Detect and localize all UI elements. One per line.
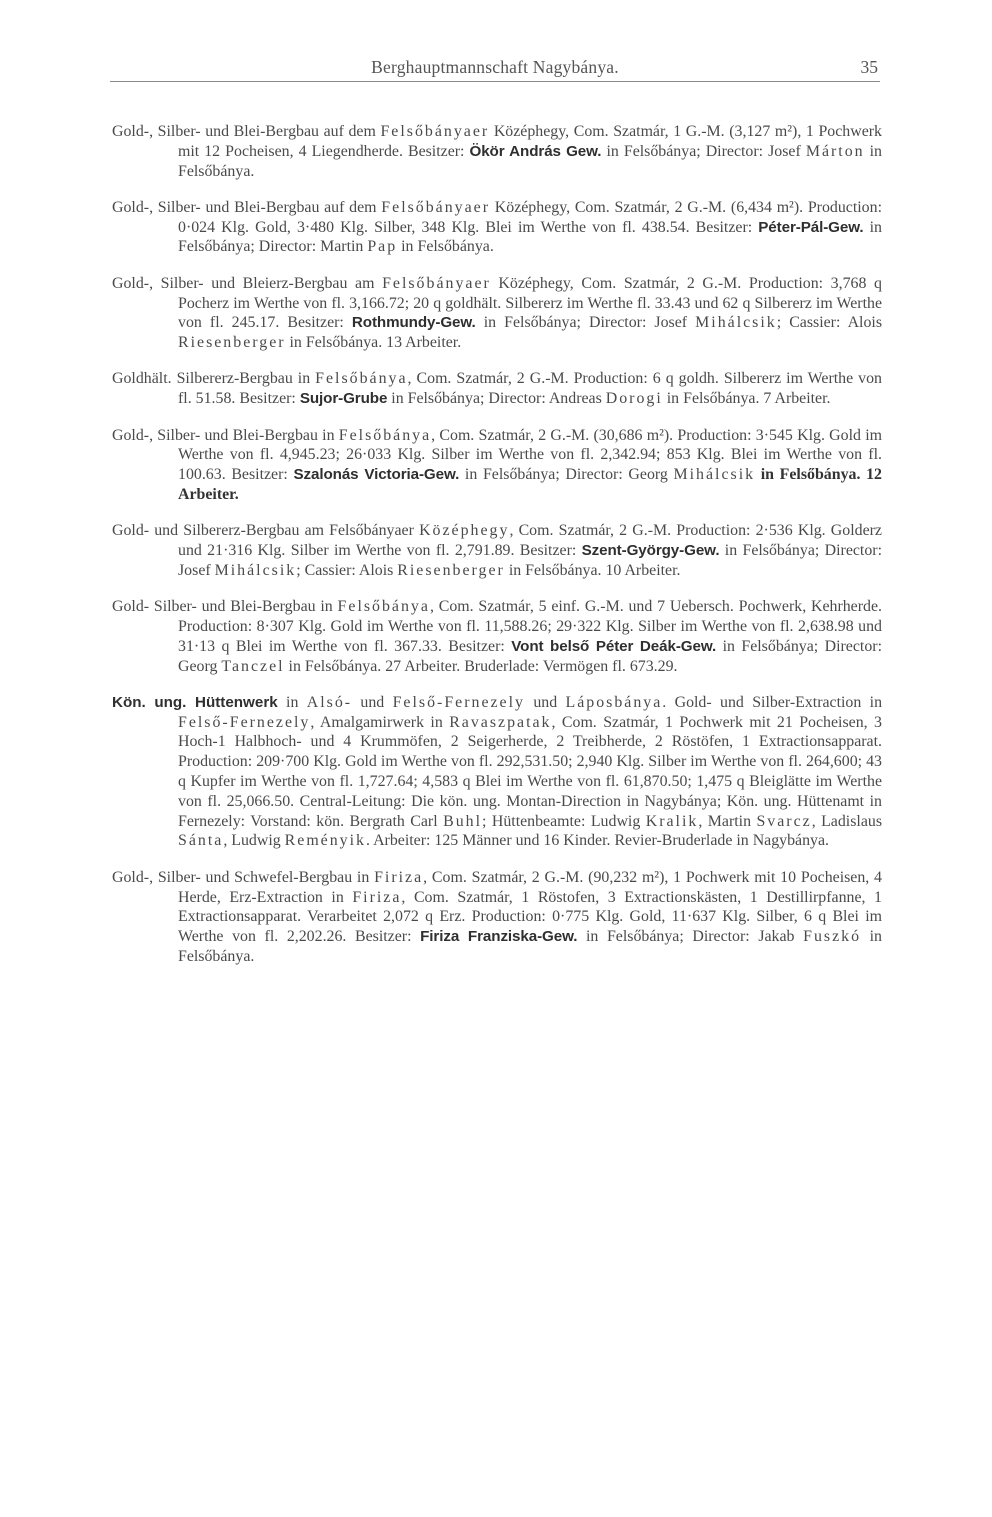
entry-text: ; Cassier: Alois	[296, 561, 398, 579]
running-header	[110, 57, 880, 82]
entry-place: Felsőbánya	[337, 598, 430, 616]
entry-peter-pal	[112, 198, 882, 257]
entry-lead: Gold-, Silber- und Bleierz-Bergbau am	[112, 274, 383, 292]
entry-director: Mihálcsik	[673, 466, 756, 484]
entry-firiza-franziska	[112, 868, 882, 967]
entry-text: . Gold- und Silber-Extraction in	[662, 693, 883, 711]
entry-vont-belso	[112, 597, 882, 676]
entry-place: Felsőbányaer	[382, 274, 491, 292]
entry-lead: Gold- und Silbererz-Bergbau am Felsőbányaer	[112, 522, 420, 540]
entry-person: Svarcz	[756, 812, 812, 830]
entry-text: , Com. Szatmár, 2 G.-M. (90,232 m²), 1 Pochwerk mit 10 Pocheisen, 4 Herde, Erz-Extraction in	[178, 868, 882, 906]
entry-text: in Felsőbánya.	[178, 928, 882, 965]
entry-sujor-grube	[112, 369, 882, 409]
entry-place: Firiza	[374, 868, 424, 886]
entry-owner: Rothmundy-Gew.	[351, 314, 476, 332]
entry-place: Felső-Fernezely	[392, 693, 525, 711]
entry-place: Felsőbányaer	[381, 198, 491, 216]
entry-person: Reményik	[284, 832, 366, 850]
entry-text: , Ladislaus	[811, 812, 883, 830]
entry-director: Pap	[367, 238, 398, 256]
entry-lead: Gold-, Silber- und Blei-Bergbau in	[112, 426, 339, 444]
entry-text: , Com. Szatmár, 2 G.-M. (30,686 m²). Production: 3·545 Klg. Gold im Werthe von fl. 4,945.23; 26·033 Klg. Silber im Werthe von fl. 2,342.94; 853 Klg. Blei im Werthe von fl. 100.63. Besitzer:	[178, 426, 882, 484]
entry-owner: Szent-György-Gew.	[581, 542, 720, 560]
entry-text: , Com. Szatmár, 1 Pochwerk mit 21 Pocheisen, 3 Hoch-1 Halbhoch- und 4 Krummöfen, 2 Seigerherde, 2 Treibherde, 2 Röstöfen, 1 Extractionsapparat. Production: 209·700 Klg. Gold im Werthe von fl. 292,531.50; 2,940 Klg. Silber im Werthe von fl. 264,600; 43 q Kupfer im Werthe von fl. 1,727.64; 4,583 q Blei im Werthe von fl. 61,870.50; 1,475 q Bleiglätte im Werthe von fl. 25,066.50. Central-Leitung: Die kön. ung. Montan-Direction in Nagybánya; Kön. ung. Hüttenamt in Fernezely: Vorstand: kön. Bergrath Carl	[178, 713, 882, 830]
entry-text: in Felsőbánya. 13 Arbeiter.	[285, 334, 462, 352]
entry-place: Felsőbányaer	[380, 123, 490, 140]
entry-place: Felsőbánya	[338, 426, 432, 444]
entry-owner: Péter-Pál-Gew.	[758, 218, 864, 236]
entry-director: Fuszkó	[803, 928, 862, 946]
entry-text: , Amalgamirwerk in	[310, 713, 450, 731]
entry-list	[112, 122, 882, 983]
entry-cassier: Riesenberger	[178, 334, 286, 352]
entry-owner: Szalonás Victoria-Gew.	[293, 466, 460, 484]
entry-text: ; Cassier: Alois	[776, 314, 883, 332]
entry-person: Buhl	[443, 812, 482, 830]
entry-place: Felsőbánya	[315, 370, 408, 388]
entry-text: in Felsőbánya; Director: Jakab	[577, 928, 804, 946]
entry-szent-gyorgy	[112, 521, 882, 580]
entry-director: Márton	[805, 142, 865, 160]
page-number: 35	[860, 57, 878, 77]
entry-text: in Felsőbánya; Director: Georg	[459, 466, 674, 484]
entry-text: . Arbeiter: 125 Männer und 16 Kinder. Revier-Bruderlade in Nagybánya.	[366, 832, 830, 850]
entry-text: und	[352, 693, 393, 711]
entry-lead: Gold-, Silber- und Blei-Bergbau auf dem	[112, 198, 382, 216]
entry-director: Tanczel	[221, 657, 285, 675]
entry-huettenwerk	[112, 693, 882, 851]
entry-place: Középhegy	[419, 522, 510, 540]
entry-text: Középhegy, Com. Szatmár, 2 G.-M. Production: 3,768 q Pocherz im Werthe von fl. 3,166.72; 20 q goldhält. Silbererz im Werthe fl. 33.43 und 62 q Silbererz im Werthe von fl. 245.17. Besitzer:	[178, 274, 882, 332]
entry-text: , Martin	[698, 812, 757, 830]
entry-text: ; Hüttenbeamte: Ludwig	[482, 812, 646, 830]
entry-text: in Felsőbánya; Director: Josef	[601, 142, 806, 160]
entry-text: in Felsőbánya; Director: Martin	[178, 218, 882, 256]
entry-place: Felső-Fernezely	[178, 713, 311, 731]
entry-place: Láposbánya	[565, 693, 663, 711]
entry-lead: Goldhält. Silbererz-Bergbau in	[112, 370, 316, 388]
entry-owner: Ökör András Gew.	[469, 142, 602, 160]
entry-place: Alsó-	[306, 693, 353, 711]
entry-text: , Ludwig	[223, 832, 285, 850]
entry-text: , Com. Szatmár, 5 einf. G.-M. und 7 Uebersch. Pochwerk, Kehrherde. Production: 8·307 Klg. Gold im Werthe von fl. 11,588.26; 29·322 Klg. Silber im Werthe von fl. 2,638.98 und 31·13 q Blei im Werthe von fl. 367.33. Besitzer:	[178, 598, 882, 655]
entry-director: Dorogi	[605, 390, 663, 408]
entry-text: in Felsőbánya.	[178, 142, 882, 180]
entry-person: Sánta	[178, 832, 224, 850]
entry-owner: Firiza Franziska-Gew.	[420, 928, 578, 946]
entry-owner: Vont belső Péter Deák-Gew.	[511, 637, 717, 655]
entry-szalonas-victoria	[112, 426, 882, 505]
entry-text: Középhegy, Com. Szatmár, 2 G.-M. (6,434 m²). Production: 0·024 Klg. Gold, 3·480 Klg. Silber, 348 Klg. Blei im Werthe von fl. 438.54. Besitzer:	[178, 198, 882, 236]
entry-text: , Com. Szatmár, 1 Röstofen, 3 Extractionskästen, 1 Destillirpfanne, 1 Extractionsapparat. Verarbeitet 2,072 q Erz. Production: 0·775 Klg. Gold, 11·637 Klg. Silber, 6 q Blei im Werthe von fl. 2,202.26. Besitzer:	[178, 888, 882, 946]
entry-okor-andras	[112, 122, 882, 181]
entry-owner: Sujor-Grube	[299, 390, 388, 408]
entry-text: in Felsőbánya; Director: Josef	[475, 314, 696, 332]
entry-lead: Gold- Silber- und Blei-Bergbau in	[112, 598, 338, 616]
entry-person: Kralik	[645, 812, 699, 830]
entry-text: in Felsőbánya; Director: Josef	[178, 542, 882, 579]
entry-text: in Felsőbánya; Director: Andreas	[387, 390, 606, 408]
entry-text: in Felsőbánya. 7 Arbeiter.	[662, 390, 831, 408]
running-title: Berghauptmannschaft Nagybánya.	[371, 57, 619, 77]
entry-lead: in	[277, 693, 307, 711]
entry-text: , Com. Szatmár, 2 G.-M. Production: 2·536 Klg. Golderz und 21·316 Klg. Silber im Werthe von fl. 2,791.89. Besitzer:	[178, 522, 882, 560]
entry-director: Mihálcsik	[214, 561, 297, 579]
entry-place: Firiza	[352, 888, 402, 906]
entry-text: in Felsőbánya. 27 Arbeiter. Bruderlade: Vermögen fl. 673.29.	[284, 657, 678, 675]
entry-director: Mihálcsik	[695, 314, 777, 332]
entry-cassier: Riesenberger	[397, 561, 505, 579]
entry-text: in Felsőbánya.	[397, 238, 494, 256]
entry-rothmundy	[112, 274, 882, 353]
entry-text: und	[524, 693, 566, 711]
entry-text: in Felsőbánya. 12 Arbeiter.	[178, 466, 882, 503]
entry-text: in Felsőbánya. 10 Arbeiter.	[504, 561, 681, 579]
entry-place: Ravaszpatak	[449, 713, 552, 731]
entry-lead: Gold-, Silber- und Schwefel-Bergbau in	[112, 868, 375, 886]
entry-text: , Com. Szatmár, 2 G.-M. Production: 6 q goldh. Silbererz im Werthe von fl. 51.58. Besitzer:	[178, 370, 882, 408]
entry-text: in Felsőbánya; Director: Georg	[178, 637, 882, 675]
entry-text: Középhegy, Com. Szatmár, 1 G.-M. (3,127 m²), 1 Pochwerk mit 12 Pocheisen, 4 Liegendherde. Besitzer:	[178, 123, 883, 160]
entry-lead: Gold-, Silber- und Blei-Bergbau auf dem	[112, 123, 381, 140]
entry-lead-bold: Kön. ung. Hüttenwerk	[112, 693, 278, 711]
